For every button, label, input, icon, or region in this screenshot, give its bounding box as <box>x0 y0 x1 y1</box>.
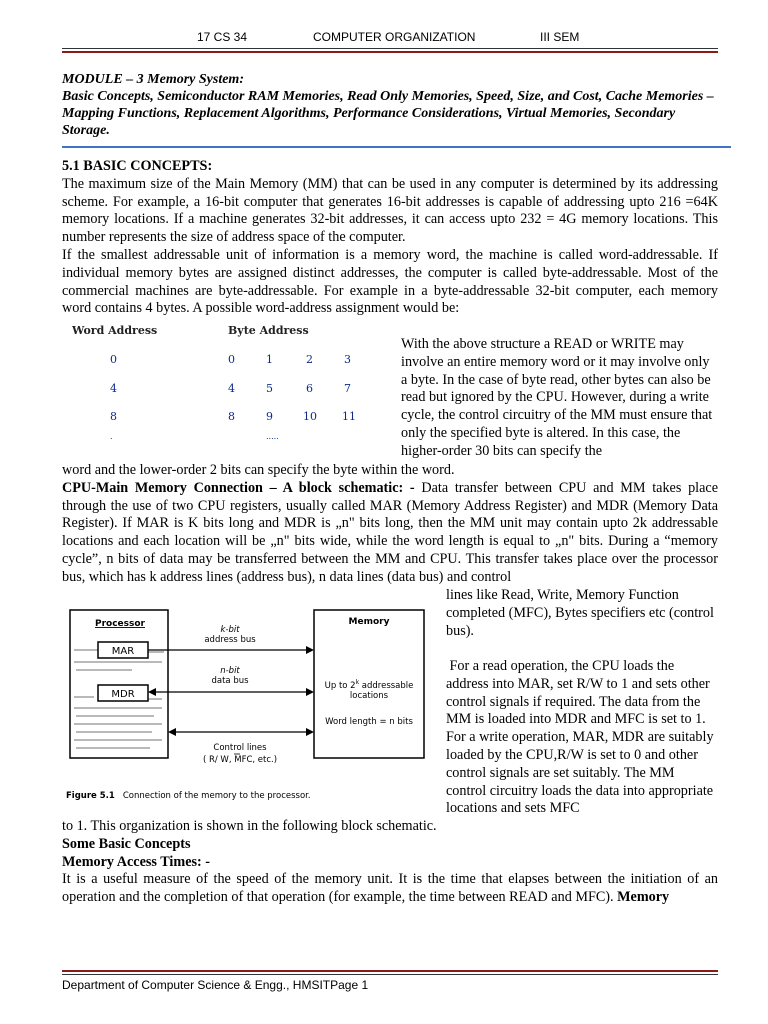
paragraph-addressability: If the smallest addressable unit of information is a memory word, the machine is called word-addressable. If individual memory bytes are assigned distinct addresses, the computer is called byte-addressable. Most of the commercial machines are byte-addressable. For example in a byte-addressable 32-bit computer, each memory word contains 4 bytes. A possible word-address assignment would be: <box>62 246 718 317</box>
byte-address-header: Byte Address <box>228 324 309 337</box>
side-text-read-operation: For a read operation, the CPU loads the address into MAR, set R/W to 1 and sets other control signals if required. The data from the MM is loaded into MDR and MFC is set to 1. For a write operation, MAR, MDR are suitably loaded by the CPU,R/W is set to 0 and other control signals are set suitably. The MM control circuitry loads the data into appropriate locations and sets MFC <box>446 658 718 817</box>
memory-capacity <box>325 679 414 691</box>
footer-rule-dark <box>62 974 718 975</box>
memory-word-length: Word length = n bits <box>325 717 413 727</box>
byte-cell: 0 <box>228 353 235 366</box>
memory-trailing-word: Memory <box>617 889 670 906</box>
capacity-exponent: k <box>355 679 360 686</box>
some-basic-concepts-heading: Some Basic Concepts <box>62 835 191 852</box>
capacity-prefix: Up to 2 <box>324 681 356 691</box>
basic-concepts-block <box>62 818 718 907</box>
figure-memory-connection <box>62 600 434 810</box>
footer-text: Department of Computer Science & Engg., HMSITPage 1 <box>62 978 369 992</box>
byte-cell: 2 <box>306 353 313 366</box>
figure-caption-text: Connection of the memory to the processor. <box>122 791 311 801</box>
figure-caption <box>66 791 311 801</box>
data-bus-width: n-bit <box>220 666 240 676</box>
capacity-suffix: addressable <box>359 681 414 691</box>
figure-caption-number: Figure 5.1 <box>66 791 115 801</box>
word-cell: 0 <box>110 353 117 366</box>
byte-cell: 5 <box>266 382 273 395</box>
header-rule-top <box>62 48 718 49</box>
byte-cell: 6 <box>306 382 313 395</box>
mdr-label: MDR <box>111 689 135 700</box>
memory-access-times-heading: Memory Access Times: - <box>62 853 211 870</box>
header-rule-red <box>62 51 718 53</box>
processor-label: Processor <box>95 619 145 629</box>
mar-label: MAR <box>111 646 135 657</box>
address-table <box>62 322 392 442</box>
memory-label: Memory <box>348 617 390 627</box>
continuation-word-byte: word and the lower-order 2 bits can specify the byte within the word. <box>62 462 455 478</box>
cpu-mm-text: Data transfer between CPU and MM takes place through the use of two CPU registers, usually called MAR (Memory Address Register) and MDR (Memory Data Register). If MAR is K bits long and MDR is „n" bits long, then the MM unit may contain upto 2k addressable locations and each location will be „n" bits wide, while the word length is equal to „n" bits. During a “memory cycle”, n bits of data may be transferred between the MM and CPU. This transfer takes place over the processor bus, which has k address lines (address bus), n data lines (data bus) and control <box>62 479 718 585</box>
byte-ellipsis: ..... <box>266 432 279 441</box>
module-topics: Basic Concepts, Semiconductor RAM Memories, Read Only Memories, Speed, Size, and Cost, Cache Memories – Mapping Functions, Replacement Algorithms, Performance Considerations, Virtual Memories, Secondary Storage. <box>62 89 714 138</box>
word-cell: 4 <box>110 382 117 395</box>
cpu-mm-block <box>62 462 718 587</box>
byte-cell: 8 <box>228 410 235 423</box>
header-code: 17 CS 34 <box>197 30 248 44</box>
header-subject: COMPUTER ORGANIZATION <box>313 30 476 44</box>
byte-cell: 10 <box>303 410 317 423</box>
footer-rule-red <box>62 970 718 972</box>
control-signals-label: ( R/ W, MFC, etc.) <box>202 755 278 765</box>
word-cell: 8 <box>110 410 117 423</box>
data-bus-label: data bus <box>211 676 249 686</box>
cpu-mm-heading: CPU-Main Memory Connection – A block schematic: - <box>62 479 415 496</box>
module-divider <box>62 146 731 148</box>
byte-cell: 4 <box>228 382 235 395</box>
module-title: MODULE – 3 Memory System: <box>62 72 244 87</box>
paragraph-address-space: The maximum size of the Main Memory (MM) that can be used in any computer is determined by its addressing scheme. For example, a 16-bit computer that generates 16-bit addresses is capable of addressing upto 216 =64K memory locations. If a machine generates 32-bit addresses, it can access upto 232 = 4G memory locations. This number represents the size of address space of the computer. <box>62 175 718 246</box>
cpu-mm-paragraph <box>62 480 718 587</box>
control-lines-label: Control lines <box>213 743 267 753</box>
address-bus-width: k-bit <box>220 625 240 635</box>
byte-cell: 3 <box>344 353 351 366</box>
module-block <box>62 71 718 139</box>
byte-cell: 11 <box>342 410 356 423</box>
word-ellipsis: . <box>110 432 113 441</box>
section-heading: 5.1 BASIC CONCEPTS: <box>62 158 213 174</box>
header-sem: III SEM <box>540 30 580 44</box>
byte-cell: 1 <box>266 353 273 366</box>
byte-cell: 9 <box>266 410 273 423</box>
memory-access-paragraph <box>62 871 718 907</box>
section-basic-concepts <box>62 158 718 318</box>
side-text-read-write: With the above structure a READ or WRITE may involve an entire memory word or it may involve only a byte. In the case of byte read, other bytes can also be read but ignored by the CPU. However, during a write cycle, the control circuitry of the MM must ensure that only the specified byte is altered. In this case, the higher-order 30 bits can specify the <box>401 336 713 459</box>
address-bus-label: address bus <box>204 635 256 645</box>
side-text-control-lines: lines like Read, Write, Memory Function completed (MFC), Bytes specifiers etc (control bus). <box>446 587 714 639</box>
continuation-block-schematic: to 1. This organization is shown in the following block schematic. <box>62 818 437 834</box>
word-address-header: Word Address <box>72 324 158 337</box>
byte-cell: 7 <box>344 382 351 395</box>
memory-locations: locations <box>349 691 389 701</box>
memory-access-text: It is a useful measure of the speed of the memory unit. It is the time that elapses between the initiation of an operation and the completion of that operation (for example, the time between READ and MFC). <box>62 871 718 906</box>
